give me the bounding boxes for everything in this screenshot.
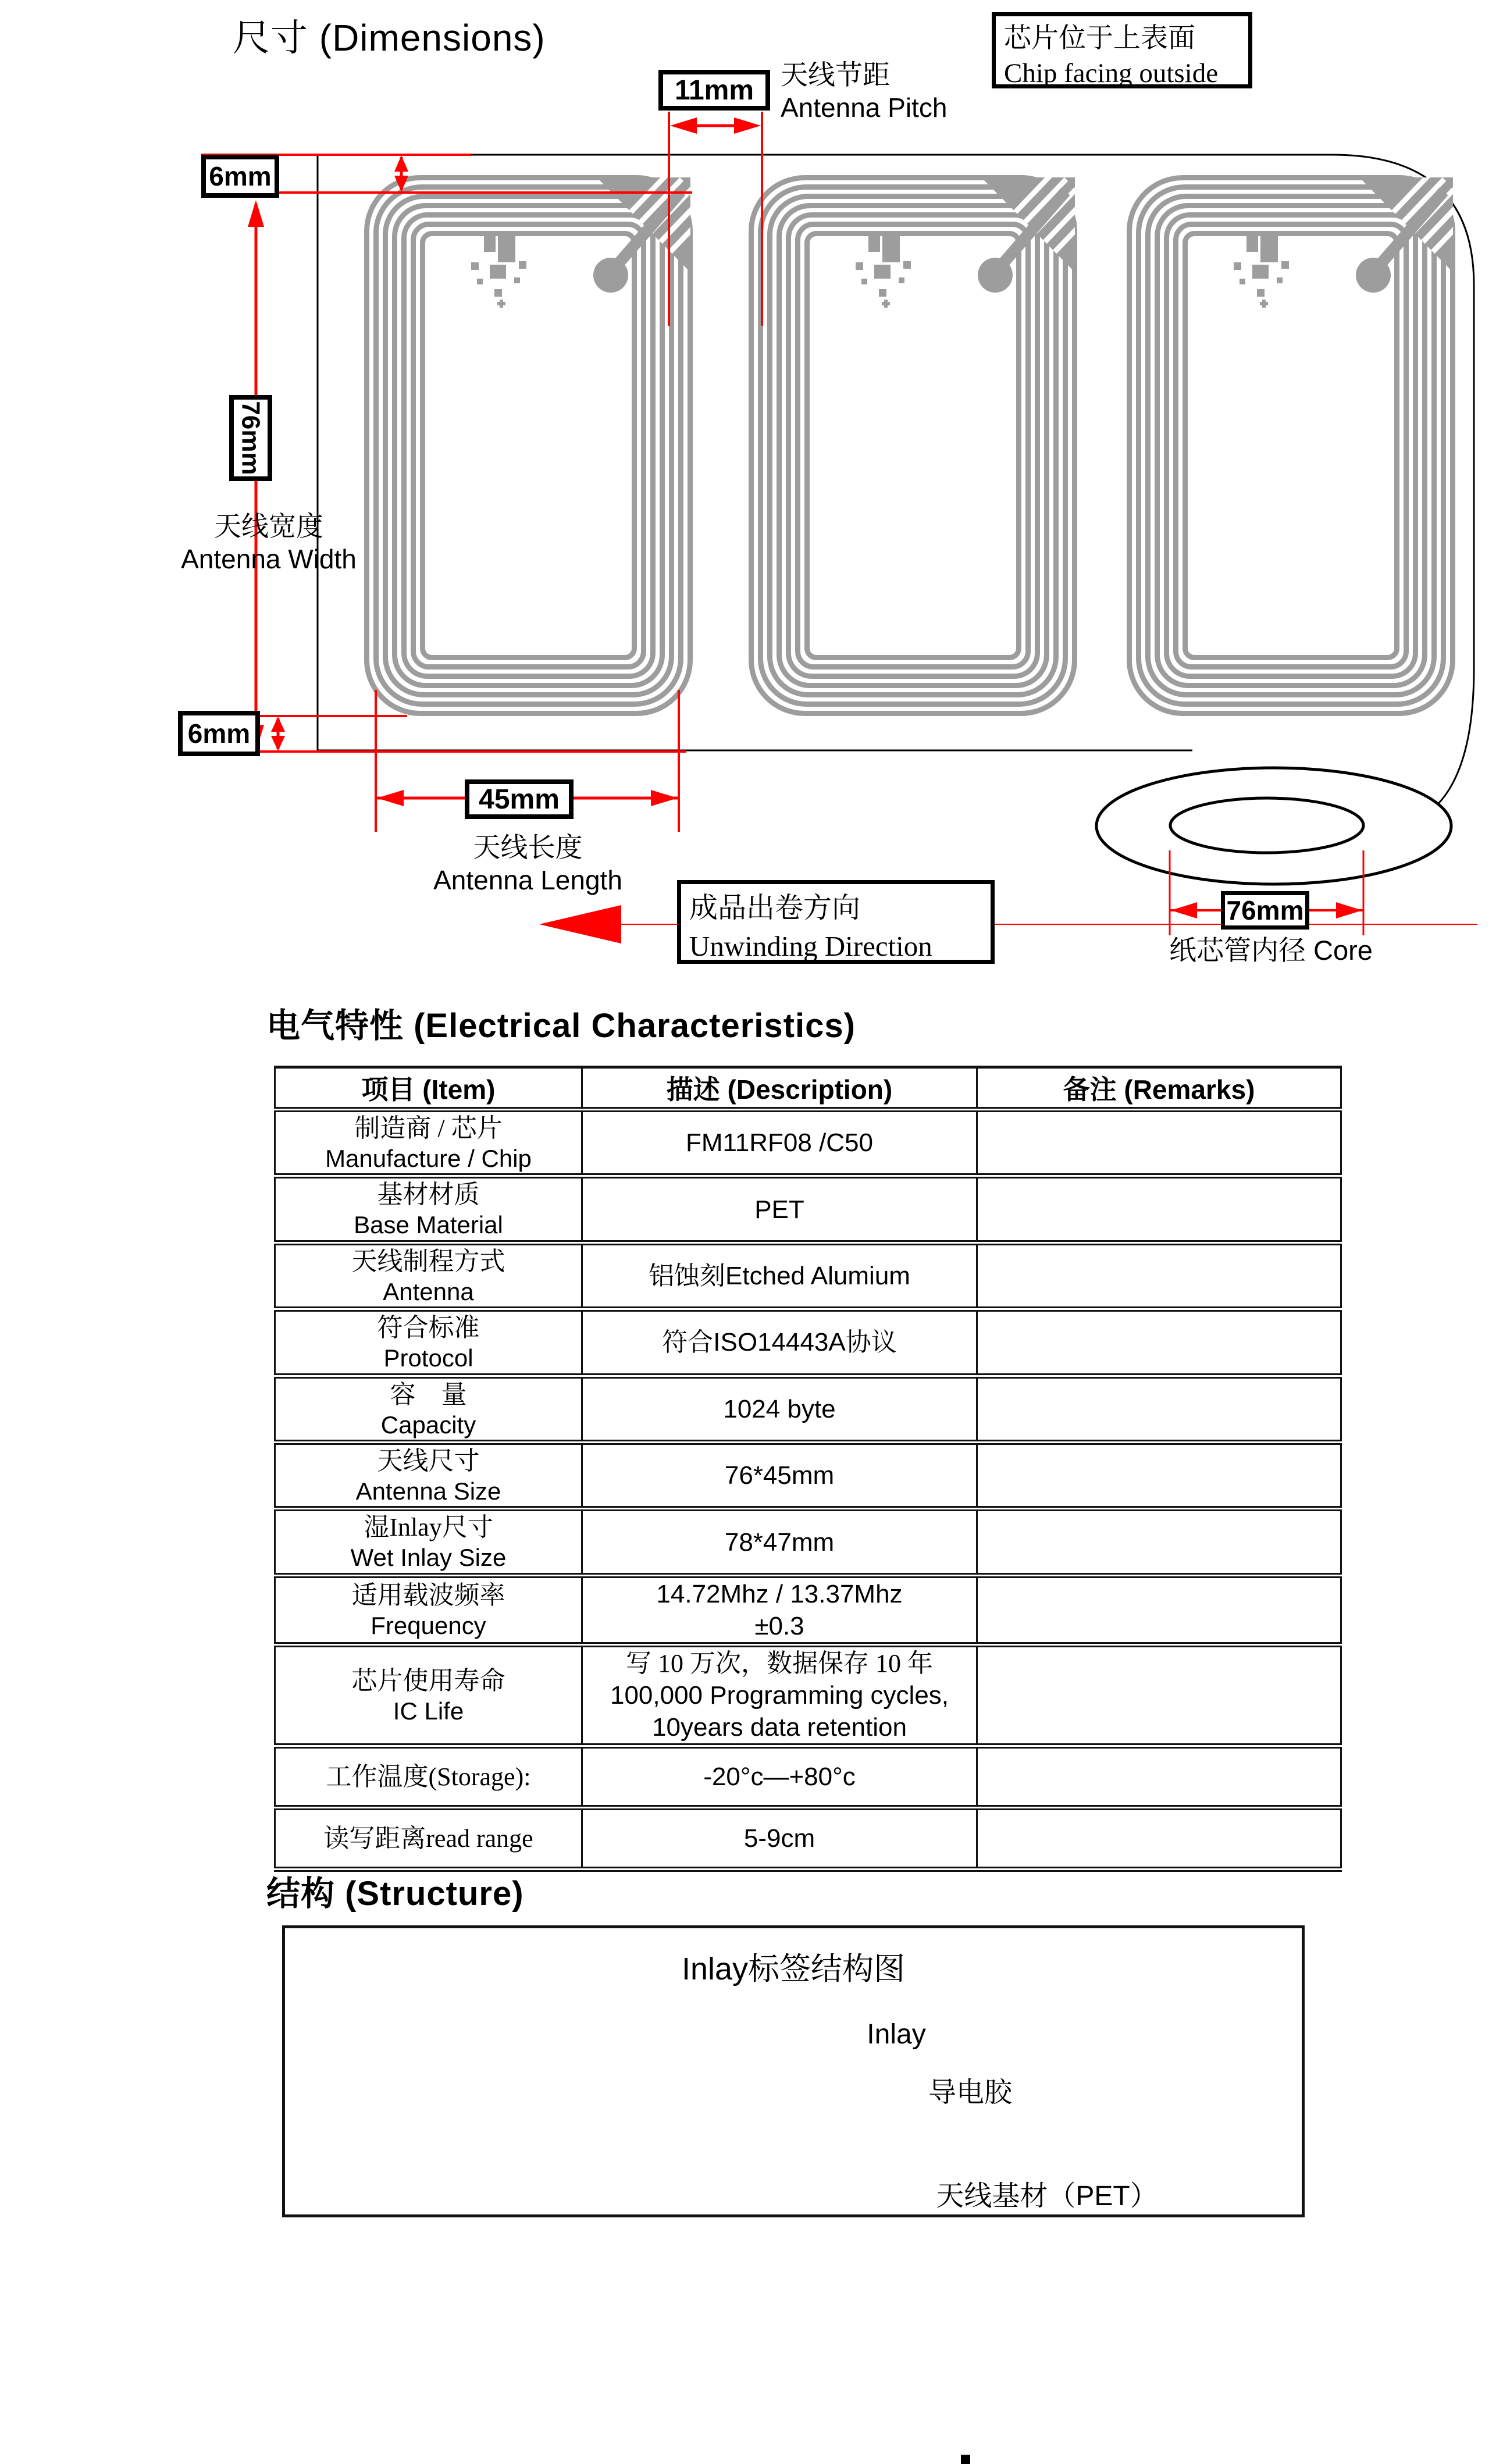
structure-section-title: 结构 (Structure) [266, 1875, 524, 1913]
header-description: 描述 (Description) [582, 1067, 977, 1110]
antenna-length-label-en: Antenna Length [433, 865, 622, 896]
antenna-coil-2 [752, 169, 1096, 714]
antenna-coil-3 [1130, 169, 1474, 714]
core-label-text: 纸芯管内径 Core [1169, 935, 1373, 966]
chip-facing-note-zh: 芯片位于上表面 [1004, 23, 1195, 54]
antenna-width-value-box [229, 395, 272, 481]
antenna-length-label [425, 832, 631, 897]
electrical-section-title: 电气特性 (Electrical Characteristics) [266, 1007, 856, 1045]
antenna-width-label-zh: 天线宽度 [214, 512, 323, 542]
antenna-width-value: 76mm [237, 401, 265, 475]
pitch-label-en: Antenna Pitch [781, 92, 948, 123]
unwinding-label-zh: 成品出卷方向 [689, 892, 861, 924]
table-row: 芯片使用寿命 IC Life 写 10 万次，数据保存 10 年 100,000 Programming cycles, 10years data retention [275, 1644, 1341, 1746]
pitch-value-box: 11mm [658, 70, 770, 111]
unwinding-direction-box [677, 880, 995, 964]
table-row: 容 量 Capacity 1024 byte [275, 1376, 1341, 1442]
antenna-width-label-en: Antenna Width [181, 544, 357, 575]
table-row: 读写距离read range 5-9cm [275, 1807, 1341, 1869]
unwinding-arrow-icon [539, 905, 621, 943]
substrate-label: 天线基材（PET） [936, 2181, 1158, 2212]
table-header-row [275, 1067, 1341, 1110]
antenna-length-value-box: 45mm [465, 779, 574, 819]
inlay-label: Inlay [867, 2019, 926, 2050]
antenna-coil-1 [367, 169, 712, 714]
chip-facing-note [992, 12, 1252, 88]
header-item: 项目 (Item) [275, 1067, 582, 1110]
chip-facing-note-en: Chip facing outside [1004, 58, 1219, 89]
structure-diagram-title: Inlay标签结构图 [681, 1952, 906, 1986]
antenna-width-label [169, 511, 369, 576]
pitch-label-zh: 天线节距 [781, 60, 890, 91]
core-label [1169, 934, 1373, 967]
dimensions-section-title: 尺寸 (Dimensions) [233, 17, 546, 59]
table-row: 基材材质 Base Material PET [275, 1176, 1341, 1242]
bottom-margin-value-box: 6mm [178, 711, 260, 756]
footer-registration-mark [961, 2455, 970, 2464]
conductive-glue-label: 导电胶 [928, 2077, 1013, 2108]
table-row: 工作温度(Storage): -20°c—+80°c [275, 1746, 1341, 1807]
header-remarks: 备注 (Remarks) [977, 1067, 1341, 1110]
antenna-length-label-zh: 天线长度 [473, 833, 583, 863]
roll-core [1096, 768, 1451, 884]
core-value-box: 76mm [1221, 891, 1309, 930]
table-row: 符合标准 Protocol 符合ISO14443A协议 [275, 1309, 1341, 1376]
table-row: 天线制程方式 Antenna 铝蚀刻Etched Alumium [275, 1242, 1341, 1309]
table-row: 制造商 / 芯片 Manufacture / Chip FM11RF08 /C50 [275, 1110, 1341, 1176]
table-row: 天线尺寸 Antenna Size 76*45mm [275, 1442, 1341, 1508]
table-row: 适用载波频率 Frequency 14.72Mhz / 13.37Mhz ±0.3 [275, 1575, 1341, 1644]
top-margin-value-box: 6mm [201, 155, 279, 198]
pitch-label [781, 59, 947, 124]
electrical-spec-table [274, 1066, 1342, 1872]
unwinding-label-en: Unwinding Direction [689, 930, 932, 963]
table-row: 湿Inlay尺寸 Wet Inlay Size 78*47mm [275, 1509, 1341, 1575]
